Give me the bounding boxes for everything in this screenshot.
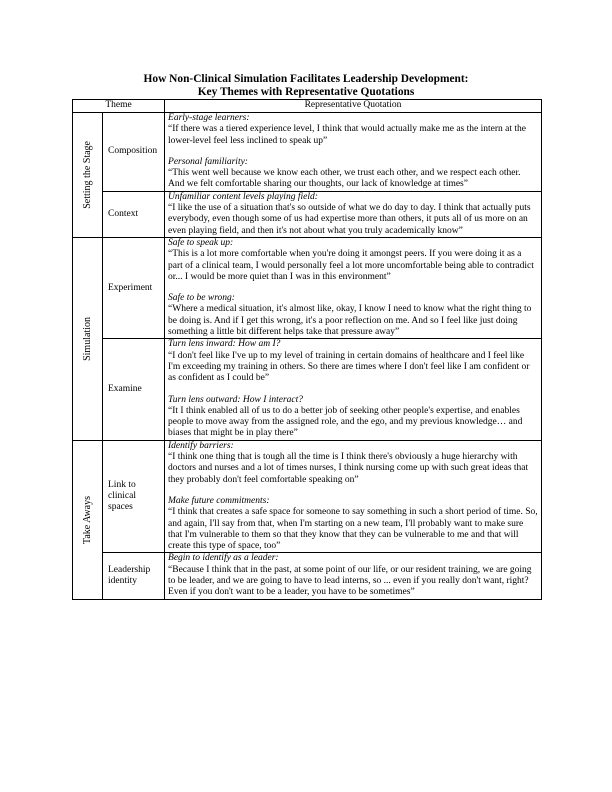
quote-heading: Identify barriers: (168, 440, 234, 451)
quote-text: “I think one thing that is tough all the time is I think there's obviously a huge hierarchy with doctors and nurses and a lot of times nurses, I think nursing come up with such great ideas that they probably don't feel comfortable speaking on” (168, 452, 529, 485)
quote-text: “I like the use of a situation that's so outside of what we do day to day. I think that actually puts everybody, even though some of us had expertise more than others, it puts all of us more on an even playing field, and then it's not about what you truly academically know” (168, 203, 531, 236)
quote-heading: Turn lens outward: How I interact? (168, 394, 304, 405)
subtheme-experiment: Experiment (103, 237, 165, 338)
header-quotation: Representative Quotation (165, 100, 542, 113)
quote-heading: Make future commitments: (168, 495, 270, 506)
subtheme-leadership-identity: Leadership identity (103, 553, 165, 599)
quote-text: “I don't feel like I've up to my level of training in certain domains of healthcare and I feel like I'm exceeding my training in others. So there are times where I don't feel like I am confident or as confident as I could be” (168, 350, 530, 384)
title-line-1: How Non-Clinical Simulation Facilitates Leadership Development: (143, 73, 469, 85)
quote-text: “This went well because we know each other, we trust each other, and we respect each other. And we felt comfortable sharing our thoughts, our lack of knowledge at times” (168, 168, 521, 190)
quote-heading: Turn lens inward: How am I? (168, 339, 281, 350)
quotation-cell (165, 553, 542, 599)
table-row (73, 339, 542, 440)
group-label: Setting the Stage (81, 141, 93, 209)
subtheme-composition: Composition (103, 113, 165, 192)
table-row (73, 237, 542, 338)
quote-heading: Safe to be wrong: (168, 293, 235, 304)
quote-heading: Safe to speak up: (168, 237, 234, 248)
title-line-2: Key Themes with Representative Quotations (197, 86, 415, 98)
header-row (73, 100, 542, 113)
header-theme: Theme (73, 100, 165, 113)
table-title (0, 73, 612, 99)
quotation-cell (165, 191, 542, 237)
table-row (73, 440, 542, 553)
table-row (73, 553, 542, 599)
themes-table (72, 99, 542, 600)
quotation-cell (165, 237, 542, 338)
table-row (73, 113, 542, 192)
subtheme-link-to-clinical-spaces: Link to clinical spaces (103, 440, 165, 553)
quote-text: “It I think enabled all of us to do a better job of seeking other people's expertise, and enables people to move away from the assigned role, and the ego, and my previous knowledge… and biases that might be in play there” (168, 405, 523, 439)
quote-heading: Personal familiarity: (168, 156, 248, 167)
quotation-cell (165, 113, 542, 192)
quotation-cell (165, 339, 542, 440)
quote-text: “This is a lot more comfortable when you're doing it amongst peers. If you were doing it as a part of a clinical team, I would personally feel a lot more uncomfortable being able to contradict or... I would be more quiet than I was in this environment” (168, 249, 534, 282)
table-row (73, 191, 542, 237)
quote-text: “Because I think that in the past, at some point of our life, or our resident training, we are going to be leader, and we are going to have to lead interns, so ... even if you really don't want, right? Even if you don't want to be a leader, you have to be sometimes” (168, 564, 532, 598)
subtheme-context: Context (103, 191, 165, 237)
quote-heading: Begin to identify as a leader: (168, 553, 279, 564)
quote-text: “If there was a tiered experience level, I think that would actually make me as the intern at the lower-level feel less inclined to speak up” (168, 124, 526, 146)
quote-heading: Early-stage learners: (168, 113, 250, 123)
quote-text: “I think that creates a safe space for someone to say something in such a short period of time. So, and again, I'll say from that, when I'm starting on a new team, I'll probably want to make sure that I'm vulnerable to them so that they know that they can be vulnerable to me and that will create this type of space, too” (168, 507, 538, 552)
subtheme-examine: Examine (103, 339, 165, 440)
quotation-cell (165, 440, 542, 553)
quote-text: “Where a medical situation, it's almost like, okay, I know I need to know what the right thing to be doing is. And if I get this wrong, it's a poor reflection on me. And so I feel like just doing something a little bit different helps take that pressure away” (168, 304, 532, 338)
group-simulation (73, 237, 103, 440)
group-label: Take Aways (81, 495, 93, 544)
quote-heading: Unfamiliar content levels playing field: (168, 191, 318, 202)
group-setting-the-stage (73, 113, 103, 238)
group-take-aways (73, 440, 103, 599)
group-label: Simulation (81, 316, 93, 361)
